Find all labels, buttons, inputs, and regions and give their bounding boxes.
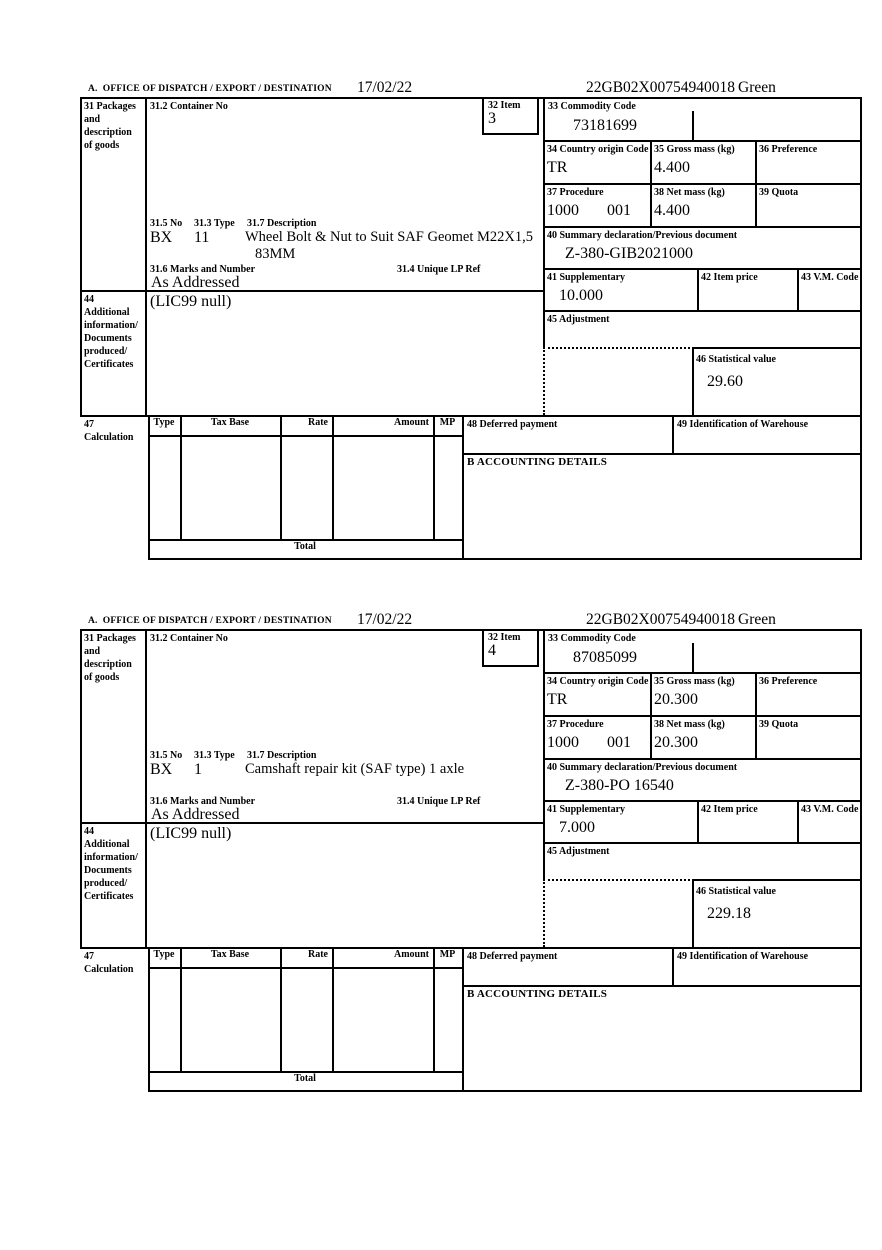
form-line	[697, 268, 699, 310]
tax-type-header: Type	[153, 949, 175, 960]
box44-label-line: information/	[84, 852, 138, 863]
form-line	[650, 672, 652, 758]
box47-label-line: 47	[84, 419, 94, 430]
form-line	[462, 947, 464, 1092]
gross-mass-value: 20.300	[654, 691, 698, 708]
accounting-details-label: B ACCOUNTING DETAILS	[467, 988, 608, 1000]
vm-code-label: 43 V.M. Code	[801, 804, 859, 815]
form-line	[692, 879, 862, 881]
package-type-label: 31.3 Type	[194, 218, 235, 229]
mp-header: MP	[439, 417, 456, 428]
box31-label-line: description	[84, 659, 132, 670]
adjustment-label: 45 Adjustment	[547, 314, 610, 325]
mp-header: MP	[439, 949, 456, 960]
warehouse-id-label: 49 Identification of Warehouse	[677, 419, 809, 430]
form-line	[145, 97, 147, 415]
statistical-value: 229.18	[707, 905, 751, 922]
form-line	[180, 947, 182, 1071]
form-line	[80, 97, 82, 415]
box44-label-line: Documents	[84, 333, 132, 344]
statistical-value: 29.60	[707, 373, 743, 390]
form-line	[543, 800, 862, 802]
description-value-line1: Camshaft repair kit (SAF type) 1 axle	[245, 761, 465, 777]
form-line	[543, 672, 862, 674]
box31-label-line: of goods	[84, 672, 120, 683]
description-value-line2: 83MM	[255, 246, 296, 262]
box44-label-line: Certificates	[84, 891, 134, 902]
form-line	[148, 435, 462, 437]
form-line	[145, 629, 147, 947]
supplementary-label: 41 Supplementary	[547, 272, 626, 283]
marks-value: As Addressed	[151, 806, 240, 823]
additional-info-value: (LIC99 null)	[150, 825, 232, 842]
package-no-label: 31.5 No	[150, 750, 183, 761]
entry-number: 22GB02X00754940018	[586, 79, 735, 96]
box44-label-line: information/	[84, 320, 138, 331]
adjustment-label: 45 Adjustment	[547, 846, 610, 857]
box31-label-line: of goods	[84, 140, 120, 151]
commodity-code-label: 33 Commodity Code	[548, 633, 636, 644]
item-no-label: 32 Item	[488, 632, 521, 643]
procedure-extra-value: 001	[607, 734, 631, 751]
gross-mass-value: 4.400	[654, 159, 690, 176]
description-value-line1: Wheel Bolt & Nut to Suit SAF Geomet M22X1,5	[245, 229, 533, 245]
item-no-label: 32 Item	[488, 100, 521, 111]
form-line	[692, 879, 694, 947]
form-line	[697, 800, 699, 842]
box47-label-line: Calculation	[84, 964, 134, 975]
statistical-value-label: 46 Statistical value	[696, 354, 776, 365]
form-line	[692, 643, 694, 672]
package-no-value: BX	[150, 761, 173, 778]
deferred-payment-label: 48 Deferred payment	[467, 951, 558, 962]
form-line	[543, 715, 862, 717]
form-line	[80, 822, 545, 824]
warehouse-id-label: 49 Identification of Warehouse	[677, 951, 809, 962]
box44-label-line: Certificates	[84, 359, 134, 370]
accounting-details-label: B ACCOUNTING DETAILS	[467, 456, 608, 468]
previous-document-value: Z-380-GIB2021000	[565, 245, 693, 262]
form-line	[80, 290, 545, 292]
box44-label-line: produced/	[84, 346, 128, 357]
form-line	[692, 347, 694, 415]
box31-label-line: and	[84, 114, 101, 125]
form-dotted-line	[543, 879, 545, 947]
net-mass-value: 4.400	[654, 202, 690, 219]
form-line	[692, 111, 694, 140]
box44-label-line: produced/	[84, 878, 128, 889]
supplementary-value: 10.000	[559, 287, 603, 304]
commodity-code-value: 73181699	[573, 117, 637, 134]
form-line	[180, 415, 182, 539]
box31-label-line: 31 Packages	[84, 101, 136, 112]
form-dotted-line	[543, 879, 694, 881]
form-line	[672, 415, 674, 453]
rate-header: Rate	[308, 949, 328, 960]
marks-label: 31.6 Marks and Number	[150, 796, 256, 807]
deferred-payment-label: 48 Deferred payment	[467, 419, 558, 430]
declaration-box	[80, 97, 862, 560]
amount-header: Amount	[393, 417, 429, 428]
box44-label-line: 44	[84, 294, 94, 305]
country-origin-label: 34 Country origin Code	[547, 144, 649, 155]
country-origin-label: 34 Country origin Code	[547, 676, 649, 687]
item-price-label: 42 Item price	[701, 804, 758, 815]
procedure-label: 37 Procedure	[547, 187, 604, 198]
form-line	[650, 140, 652, 226]
marks-label: 31.6 Marks and Number	[150, 264, 256, 275]
entry-item-section-2	[80, 611, 862, 1092]
form-line	[860, 97, 862, 560]
form-line	[280, 947, 282, 1071]
procedure-value: 1000	[547, 202, 579, 219]
country-origin-value: TR	[547, 691, 568, 708]
form-line	[692, 347, 862, 349]
container-no-label: 31.2 Container No	[150, 633, 228, 644]
procedure-label: 37 Procedure	[547, 719, 604, 730]
form-line	[332, 947, 334, 1071]
form-line	[332, 415, 334, 539]
supplementary-label: 41 Supplementary	[547, 804, 626, 815]
form-line	[672, 947, 674, 985]
amount-header: Amount	[393, 949, 429, 960]
net-mass-label: 38 Net mass (kg)	[654, 719, 725, 730]
vm-code-label: 43 V.M. Code	[801, 272, 859, 283]
form-line	[860, 629, 862, 1092]
package-type-label: 31.3 Type	[194, 750, 235, 761]
country-origin-value: TR	[547, 159, 568, 176]
rate-header: Rate	[308, 417, 328, 428]
net-mass-label: 38 Net mass (kg)	[654, 187, 725, 198]
marks-value: As Addressed	[151, 274, 240, 291]
box31-label-line: 31 Packages	[84, 633, 136, 644]
declaration-date: 17/02/22	[357, 611, 413, 628]
form-line	[755, 672, 757, 758]
form-line	[148, 558, 862, 560]
box44-label-line: 44	[84, 826, 94, 837]
procedure-extra-value: 001	[607, 202, 631, 219]
form-line	[462, 985, 862, 987]
previous-document-label: 40 Summary declaration/Previous document	[547, 762, 738, 773]
routing-status: Green	[738, 79, 776, 96]
form-line	[433, 415, 435, 539]
quota-label: 39 Quota	[759, 187, 799, 198]
routing-status: Green	[738, 611, 776, 628]
form-line	[80, 629, 862, 631]
commodity-code-value: 87085099	[573, 649, 637, 666]
item-number-box	[482, 629, 539, 667]
gross-mass-label: 35 Gross mass (kg)	[654, 676, 735, 687]
tax-base-header: Tax Base	[210, 417, 250, 428]
tax-type-header: Type	[153, 417, 175, 428]
supplementary-value: 7.000	[559, 819, 595, 836]
entry-item-section-1	[80, 79, 862, 560]
form-line	[280, 415, 282, 539]
item-price-label: 42 Item price	[701, 272, 758, 283]
package-type-value: 1	[194, 761, 202, 778]
box31-label-line: description	[84, 127, 132, 138]
previous-document-label: 40 Summary declaration/Previous document	[547, 230, 738, 241]
form-line	[797, 800, 799, 842]
form-dotted-line	[543, 347, 545, 415]
unique-lp-ref-label: 31.4 Unique LP Ref	[397, 796, 481, 807]
form-line	[797, 268, 799, 310]
form-line	[543, 310, 862, 312]
form-line	[543, 268, 862, 270]
quota-label: 39 Quota	[759, 719, 799, 730]
package-no-value: BX	[150, 229, 173, 246]
additional-info-value: (LIC99 null)	[150, 293, 232, 310]
form-line	[543, 140, 862, 142]
form-line	[433, 947, 435, 1071]
preference-label: 36 Preference	[759, 676, 818, 687]
form-line	[543, 758, 862, 760]
entry-number: 22GB02X00754940018	[586, 611, 735, 628]
gross-mass-label: 35 Gross mass (kg)	[654, 144, 735, 155]
box44-label-line: Additional	[84, 839, 130, 850]
box44-label-line: Documents	[84, 865, 132, 876]
form-line	[543, 226, 862, 228]
tax-base-header: Tax Base	[210, 949, 250, 960]
item-no-value: 4	[488, 642, 496, 659]
form-line	[148, 967, 462, 969]
package-type-value: 11	[194, 229, 210, 246]
net-mass-value: 20.300	[654, 734, 698, 751]
container-no-label: 31.2 Container No	[150, 101, 228, 112]
commodity-code-label: 33 Commodity Code	[548, 101, 636, 112]
office-of-dispatch-label: A. OFFICE OF DISPATCH / EXPORT / DESTINATION	[88, 616, 332, 626]
box31-label-line: and	[84, 646, 101, 657]
procedure-value: 1000	[547, 734, 579, 751]
form-dotted-line	[543, 347, 694, 349]
form-line	[80, 97, 862, 99]
office-of-dispatch-label: A. OFFICE OF DISPATCH / EXPORT / DESTINATION	[88, 84, 332, 94]
box44-label-line: Additional	[84, 307, 130, 318]
form-line	[80, 629, 82, 947]
previous-document-value: Z-380-PO 16540	[565, 777, 674, 794]
form-line	[148, 1090, 862, 1092]
description-label: 31.7 Description	[247, 218, 317, 229]
form-line	[543, 842, 862, 844]
form-line	[462, 415, 464, 560]
form-line	[462, 453, 862, 455]
description-label: 31.7 Description	[247, 750, 317, 761]
declaration-date: 17/02/22	[357, 79, 413, 96]
item-no-value: 3	[488, 110, 496, 127]
package-no-label: 31.5 No	[150, 218, 183, 229]
preference-label: 36 Preference	[759, 144, 818, 155]
unique-lp-ref-label: 31.4 Unique LP Ref	[397, 264, 481, 275]
total-label: Total	[294, 541, 316, 552]
total-label: Total	[294, 1073, 316, 1084]
item-number-box	[482, 97, 539, 135]
declaration-box	[80, 629, 862, 1092]
form-line	[543, 183, 862, 185]
box47-label-line: Calculation	[84, 432, 134, 443]
statistical-value-label: 46 Statistical value	[696, 886, 776, 897]
form-line	[755, 140, 757, 226]
box47-label-line: 47	[84, 951, 94, 962]
